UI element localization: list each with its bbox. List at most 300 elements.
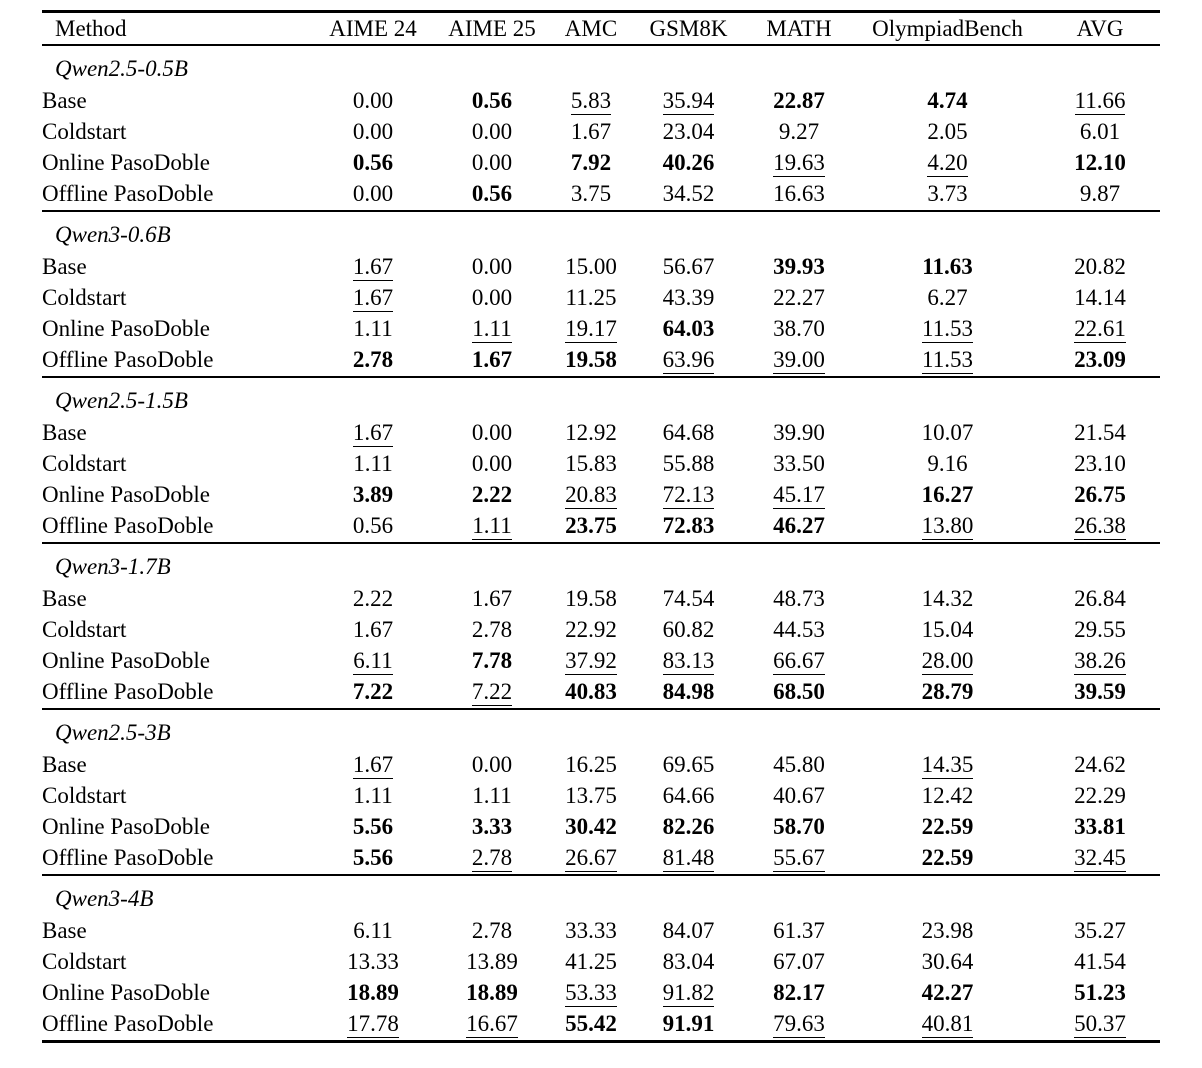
value: 1.67 — [471, 586, 513, 611]
group-row — [42, 377, 1160, 417]
value: 60.82 — [662, 617, 715, 642]
second-best-value: 17.78 — [347, 1011, 399, 1036]
value: 6.01 — [1079, 119, 1121, 144]
table-row — [42, 85, 1160, 116]
second-best-value: 55.67 — [773, 845, 825, 870]
benchmark-results-table — [42, 10, 1160, 1043]
value: 6.27 — [927, 285, 968, 310]
table-row — [42, 313, 1160, 344]
value-cell — [634, 749, 743, 780]
value: 19.58 — [565, 586, 617, 611]
value-cell — [743, 946, 855, 977]
value-cell — [310, 614, 436, 645]
value-cell — [634, 842, 743, 875]
value-cell — [310, 116, 436, 147]
group-row — [42, 45, 1160, 85]
table-row — [42, 583, 1160, 614]
value-cell — [1040, 811, 1160, 842]
value: 84.07 — [662, 918, 715, 943]
value-cell — [855, 915, 1040, 946]
best-value: 28.79 — [921, 679, 974, 704]
column-header-aime-25: AIME 25 — [448, 16, 536, 41]
value: 2.78 — [471, 617, 513, 642]
value: 1.11 — [353, 783, 393, 808]
group-row — [42, 211, 1160, 251]
value-cell — [310, 313, 436, 344]
value: 20.82 — [1074, 254, 1126, 279]
second-best-value: 19.17 — [565, 316, 617, 341]
value: 16.63 — [773, 181, 825, 206]
second-best-value: 4.20 — [927, 150, 968, 175]
table-row — [42, 614, 1160, 645]
value-cell — [436, 749, 548, 780]
value: 44.53 — [773, 617, 825, 642]
method-label: Coldstart — [42, 783, 127, 808]
value-cell — [1040, 510, 1160, 543]
second-best-value: 1.11 — [472, 316, 512, 341]
method-label: Offline PasoDoble — [42, 181, 214, 206]
best-value: 40.26 — [662, 150, 715, 175]
value: 23.04 — [662, 119, 715, 144]
value-cell — [548, 811, 634, 842]
value-cell — [310, 85, 436, 116]
best-value: 19.58 — [565, 347, 617, 372]
column-header-gsm8k: GSM8K — [649, 16, 728, 41]
value-cell — [548, 842, 634, 875]
value: 22.29 — [1074, 783, 1126, 808]
second-best-value: 11.66 — [1074, 88, 1126, 113]
value: 30.64 — [921, 949, 974, 974]
column-header-aime-24: AIME 24 — [329, 16, 417, 41]
value-cell — [436, 147, 548, 178]
value-cell — [855, 479, 1040, 510]
value-cell — [310, 147, 436, 178]
value-cell — [743, 915, 855, 946]
value: 61.37 — [773, 918, 825, 943]
value: 64.68 — [662, 420, 715, 445]
value: 0.00 — [471, 420, 513, 445]
second-best-value: 11.53 — [922, 347, 973, 372]
best-value: 26.75 — [1074, 482, 1126, 507]
value-cell — [743, 583, 855, 614]
column-header-amc: AMC — [564, 16, 618, 41]
method-label: Online PasoDoble — [42, 980, 211, 1005]
value-cell — [1040, 977, 1160, 1008]
group-title: Qwen3-4B — [42, 875, 1160, 915]
second-best-value: 19.63 — [773, 150, 825, 175]
value-cell — [310, 178, 436, 211]
best-value: 42.27 — [921, 980, 974, 1005]
value-cell — [743, 749, 855, 780]
value-cell — [436, 344, 548, 377]
best-value: 23.09 — [1074, 347, 1126, 372]
value-cell — [548, 313, 634, 344]
value-cell — [310, 344, 436, 377]
best-value: 0.56 — [471, 181, 513, 206]
value-cell — [634, 251, 743, 282]
value-cell — [743, 313, 855, 344]
best-value: 7.22 — [352, 679, 394, 704]
value-cell — [1040, 344, 1160, 377]
value-cell — [855, 251, 1040, 282]
value: 12.42 — [921, 783, 974, 808]
value-cell — [855, 811, 1040, 842]
value-cell — [548, 780, 634, 811]
value-cell — [1040, 780, 1160, 811]
value-cell — [855, 946, 1040, 977]
group-row — [42, 543, 1160, 583]
value: 9.16 — [927, 451, 968, 476]
method-label: Online PasoDoble — [42, 150, 211, 175]
value-cell — [743, 251, 855, 282]
best-value: 64.03 — [662, 316, 715, 341]
value-cell — [743, 479, 855, 510]
value-cell — [310, 676, 436, 709]
value-cell — [310, 946, 436, 977]
value: 13.89 — [466, 949, 518, 974]
value: 11.25 — [565, 285, 617, 310]
value: 16.25 — [565, 752, 617, 777]
second-best-value: 14.35 — [921, 752, 974, 777]
value-cell — [436, 510, 548, 543]
second-best-value: 91.82 — [662, 980, 715, 1005]
best-value: 82.17 — [773, 980, 825, 1005]
value: 9.87 — [1079, 181, 1121, 206]
best-value: 0.56 — [471, 88, 513, 113]
best-value: 0.56 — [352, 150, 394, 175]
best-value: 18.89 — [466, 980, 518, 1005]
value: 38.70 — [773, 316, 825, 341]
table-row — [42, 251, 1160, 282]
value: 35.27 — [1074, 918, 1126, 943]
table-body — [42, 45, 1160, 1042]
value-cell — [743, 178, 855, 211]
second-best-value: 11.53 — [922, 316, 973, 341]
value-cell — [634, 479, 743, 510]
value: 0.00 — [352, 88, 394, 113]
value-cell — [634, 344, 743, 377]
value-cell — [548, 645, 634, 676]
best-value: 40.83 — [565, 679, 617, 704]
value-cell — [436, 313, 548, 344]
second-best-value: 2.78 — [471, 845, 513, 870]
second-best-value: 26.38 — [1074, 513, 1126, 538]
method-label: Coldstart — [42, 119, 127, 144]
value: 26.84 — [1074, 586, 1126, 611]
method-label: Base — [42, 918, 87, 943]
value-cell — [855, 282, 1040, 313]
value-cell — [548, 977, 634, 1008]
value: 15.83 — [565, 451, 617, 476]
value-cell — [634, 780, 743, 811]
value: 40.67 — [773, 783, 825, 808]
value: 2.78 — [471, 918, 513, 943]
second-best-value: 39.00 — [773, 347, 825, 372]
best-value: 11.63 — [922, 254, 973, 279]
value-cell — [634, 178, 743, 211]
value-cell — [634, 676, 743, 709]
best-value: 3.33 — [471, 814, 513, 839]
value-cell — [548, 915, 634, 946]
value-cell — [1040, 251, 1160, 282]
value-cell — [310, 645, 436, 676]
value-cell — [634, 313, 743, 344]
method-label: Online PasoDoble — [42, 316, 211, 341]
value-cell — [743, 676, 855, 709]
group-title: Qwen3-0.6B — [42, 211, 1160, 251]
value-cell — [310, 842, 436, 875]
second-best-value: 20.83 — [565, 482, 617, 507]
method-label: Online PasoDoble — [42, 482, 211, 507]
group-row — [42, 709, 1160, 749]
value-cell — [634, 1008, 743, 1042]
method-label: Base — [42, 586, 87, 611]
value-cell — [743, 977, 855, 1008]
value-cell — [548, 251, 634, 282]
value: 43.39 — [662, 285, 715, 310]
value-cell — [855, 645, 1040, 676]
value-cell — [548, 1008, 634, 1042]
value: 45.80 — [773, 752, 825, 777]
value: 1.67 — [352, 617, 394, 642]
best-value: 39.59 — [1074, 679, 1126, 704]
second-best-value: 32.45 — [1074, 845, 1126, 870]
value-cell — [436, 842, 548, 875]
value: 0.56 — [352, 513, 394, 538]
group-title: Qwen2.5-1.5B — [42, 377, 1160, 417]
value-cell — [855, 510, 1040, 543]
value-cell — [436, 780, 548, 811]
value: 13.33 — [347, 949, 399, 974]
second-best-value: 53.33 — [565, 980, 617, 1005]
table-row — [42, 676, 1160, 709]
best-value: 30.42 — [565, 814, 617, 839]
group-title: Qwen3-1.7B — [42, 543, 1160, 583]
value-cell — [743, 147, 855, 178]
value: 29.55 — [1074, 617, 1126, 642]
value-cell — [310, 510, 436, 543]
value-cell — [436, 614, 548, 645]
value-cell — [743, 85, 855, 116]
method-label: Offline PasoDoble — [42, 347, 214, 372]
value: 15.04 — [921, 617, 974, 642]
value-cell — [1040, 1008, 1160, 1042]
value-cell — [743, 614, 855, 645]
best-value: 1.67 — [471, 347, 513, 372]
second-best-value: 83.13 — [662, 648, 715, 673]
value-cell — [1040, 313, 1160, 344]
value: 0.00 — [352, 119, 394, 144]
second-best-value: 5.83 — [570, 88, 612, 113]
second-best-value: 72.13 — [662, 482, 715, 507]
second-best-value: 35.94 — [662, 88, 715, 113]
value-cell — [855, 417, 1040, 448]
value-cell — [1040, 448, 1160, 479]
table-row — [42, 282, 1160, 313]
value: 41.25 — [565, 949, 617, 974]
group-title: Qwen2.5-0.5B — [42, 45, 1160, 85]
best-value: 7.78 — [471, 648, 513, 673]
method-label: Base — [42, 752, 87, 777]
method-label: Offline PasoDoble — [42, 513, 214, 538]
column-header-avg: AVG — [1076, 16, 1124, 41]
method-label: Base — [42, 420, 87, 445]
value-cell — [436, 676, 548, 709]
value-cell — [743, 510, 855, 543]
value: 24.62 — [1074, 752, 1126, 777]
method-label: Coldstart — [42, 617, 127, 642]
value: 6.11 — [353, 918, 393, 943]
value-cell — [548, 676, 634, 709]
value-cell — [436, 85, 548, 116]
method-label: Coldstart — [42, 451, 127, 476]
value-cell — [1040, 147, 1160, 178]
column-header-olympiadbench: OlympiadBench — [872, 16, 1023, 41]
value-cell — [436, 251, 548, 282]
value-cell — [1040, 749, 1160, 780]
second-best-value: 26.67 — [565, 845, 617, 870]
best-value: 16.27 — [921, 482, 974, 507]
table-row — [42, 116, 1160, 147]
value-cell — [436, 583, 548, 614]
value-cell — [855, 780, 1040, 811]
value: 41.54 — [1074, 949, 1126, 974]
value-cell — [634, 116, 743, 147]
second-best-value: 1.11 — [472, 513, 512, 538]
best-value: 23.75 — [565, 513, 617, 538]
value-cell — [310, 749, 436, 780]
table-row — [42, 417, 1160, 448]
second-best-value: 13.80 — [921, 513, 974, 538]
table-row — [42, 915, 1160, 946]
table-row — [42, 510, 1160, 543]
value: 33.33 — [565, 918, 617, 943]
best-value: 5.56 — [352, 814, 394, 839]
header-row — [42, 12, 1160, 46]
value: 64.66 — [662, 783, 715, 808]
value-cell — [436, 811, 548, 842]
table-row — [42, 178, 1160, 211]
value-cell — [634, 645, 743, 676]
second-best-value: 45.17 — [773, 482, 825, 507]
table-row — [42, 842, 1160, 875]
value: 22.27 — [773, 285, 825, 310]
value: 9.27 — [778, 119, 820, 144]
value-cell — [436, 946, 548, 977]
value: 21.54 — [1074, 420, 1126, 445]
method-label: Offline PasoDoble — [42, 1011, 214, 1036]
value: 14.14 — [1074, 285, 1126, 310]
value-cell — [634, 85, 743, 116]
method-label: Base — [42, 254, 87, 279]
value-cell — [634, 147, 743, 178]
table-row — [42, 749, 1160, 780]
value-cell — [548, 749, 634, 780]
best-value: 12.10 — [1074, 150, 1126, 175]
value-cell — [855, 676, 1040, 709]
value-cell — [855, 116, 1040, 147]
best-value: 39.93 — [773, 254, 825, 279]
best-value: 55.42 — [565, 1011, 617, 1036]
best-value: 7.92 — [570, 150, 612, 175]
value: 10.07 — [921, 420, 974, 445]
group-row — [42, 875, 1160, 915]
value: 12.92 — [565, 420, 617, 445]
value-cell — [436, 116, 548, 147]
best-value: 72.83 — [662, 513, 715, 538]
best-value: 58.70 — [773, 814, 825, 839]
best-value: 2.78 — [352, 347, 394, 372]
value: 0.00 — [352, 181, 394, 206]
value-cell — [855, 178, 1040, 211]
value-cell — [743, 282, 855, 313]
value-cell — [634, 811, 743, 842]
method-label: Coldstart — [42, 949, 127, 974]
value-cell — [436, 448, 548, 479]
value-cell — [310, 1008, 436, 1042]
value: 1.11 — [472, 783, 512, 808]
value-cell — [436, 977, 548, 1008]
second-best-value: 81.48 — [662, 845, 715, 870]
value-cell — [855, 583, 1040, 614]
best-value: 3.89 — [352, 482, 394, 507]
value-cell — [855, 1008, 1040, 1042]
second-best-value: 50.37 — [1074, 1011, 1126, 1036]
value-cell — [548, 583, 634, 614]
method-label: Online PasoDoble — [42, 814, 211, 839]
value-cell — [634, 448, 743, 479]
second-best-value: 40.81 — [921, 1011, 974, 1036]
value-cell — [743, 344, 855, 377]
value-cell — [548, 178, 634, 211]
method-label: Online PasoDoble — [42, 648, 211, 673]
value: 2.22 — [352, 586, 394, 611]
value-cell — [855, 448, 1040, 479]
second-best-value: 38.26 — [1074, 648, 1126, 673]
value-cell — [436, 645, 548, 676]
value: 69.65 — [662, 752, 715, 777]
value: 48.73 — [773, 586, 825, 611]
best-value: 84.98 — [662, 679, 715, 704]
value-cell — [310, 251, 436, 282]
value: 0.00 — [471, 150, 513, 175]
table-row — [42, 479, 1160, 510]
value-cell — [634, 282, 743, 313]
value: 15.00 — [565, 254, 617, 279]
value-cell — [743, 448, 855, 479]
value-cell — [548, 614, 634, 645]
table-row — [42, 344, 1160, 377]
table-row — [42, 946, 1160, 977]
value-cell — [548, 448, 634, 479]
value: 34.52 — [662, 181, 715, 206]
method-label: Offline PasoDoble — [42, 845, 214, 870]
value-cell — [743, 842, 855, 875]
value-cell — [634, 417, 743, 448]
second-best-value: 37.92 — [565, 648, 617, 673]
value-cell — [548, 479, 634, 510]
best-value: 5.56 — [352, 845, 394, 870]
value: 33.50 — [773, 451, 825, 476]
value-cell — [634, 510, 743, 543]
value-cell — [855, 977, 1040, 1008]
value-cell — [855, 85, 1040, 116]
value: 23.10 — [1074, 451, 1126, 476]
value-cell — [855, 344, 1040, 377]
second-best-value: 79.63 — [773, 1011, 825, 1036]
value: 0.00 — [471, 451, 513, 476]
value: 3.73 — [927, 181, 968, 206]
